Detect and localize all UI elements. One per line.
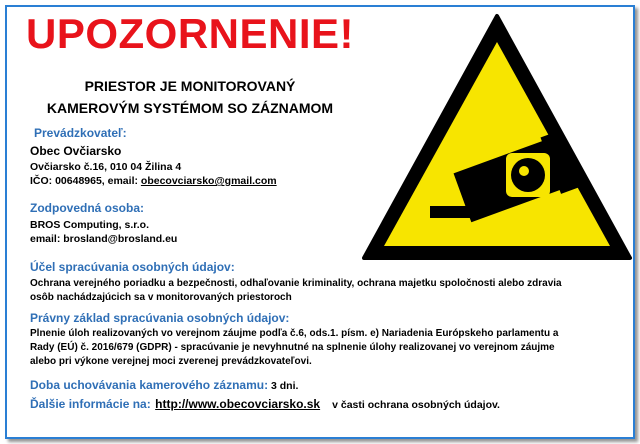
more-info-row (30, 395, 500, 413)
operator-ico-label: IČO: 00648965, email: (30, 175, 141, 187)
more-info-suffix: v časti ochrana osobných údajov. (332, 399, 500, 411)
responsible-email: email: brosland@brosland.eu (30, 233, 178, 245)
purpose-line-2: osôb nachádzajúcich sa v monitorovaných priestoroch (30, 292, 292, 303)
purpose-heading: Účel spracúvania osobných údajov: (30, 260, 235, 274)
legal-line-1: Plnenie úloh realizovaných vo verejnom záujme podľa č.6, ods.1. písm. e) Nariadenia Európskeho parlamentu a (30, 328, 559, 339)
operator-ico-email (30, 175, 277, 187)
legal-line-3: alebo pri výkone verejnej moci zverenej prevádzkovateľovi. (30, 356, 312, 367)
retention-value: 3 dni. (268, 380, 299, 392)
more-info-label: Ďalšie informácie na: (30, 397, 151, 411)
legal-line-2: Rady (EÚ) č. 2016/679 (GDPR) - spracúvanie je nevyhnutné na splnenie úlohy realizovanej vo verejnom záujme (30, 342, 555, 353)
subtitle-line-1: PRIESTOR JE MONITOROVANÝ (84, 78, 296, 94)
operator-address: Ovčiarsko č.16, 010 04 Žilina 4 (30, 161, 182, 173)
legal-heading: Právny základ spracúvania osobných údajov: (30, 311, 290, 325)
purpose-line-1: Ochrana verejného poriadku a bezpečnosti, odhaľovanie kriminality, ochrana majetku spoločnosti alebo zdravia (30, 278, 562, 289)
operator-name: Obec Ovčiarsko (30, 144, 122, 158)
responsible-heading: Zodpovedná osoba: (30, 201, 144, 215)
responsible-name: BROS Computing, s.r.o. (30, 219, 150, 231)
retention-label: Doba uchovávania kamerového záznamu: (30, 378, 269, 392)
operator-email: obecovciarsko@gmail.com (140, 175, 277, 187)
more-info-url[interactable]: http://www.obecovciarsko.sk (155, 397, 321, 411)
camera-warning-sign-icon (356, 8, 638, 266)
subtitle-line-2: KAMEROVÝM SYSTÉMOM SO ZÁZNAMOM (46, 100, 334, 116)
notice-title: UPOZORNENIE! (26, 10, 355, 57)
retention-row (30, 378, 298, 392)
operator-heading: Prevádzkovateľ: (34, 126, 127, 140)
